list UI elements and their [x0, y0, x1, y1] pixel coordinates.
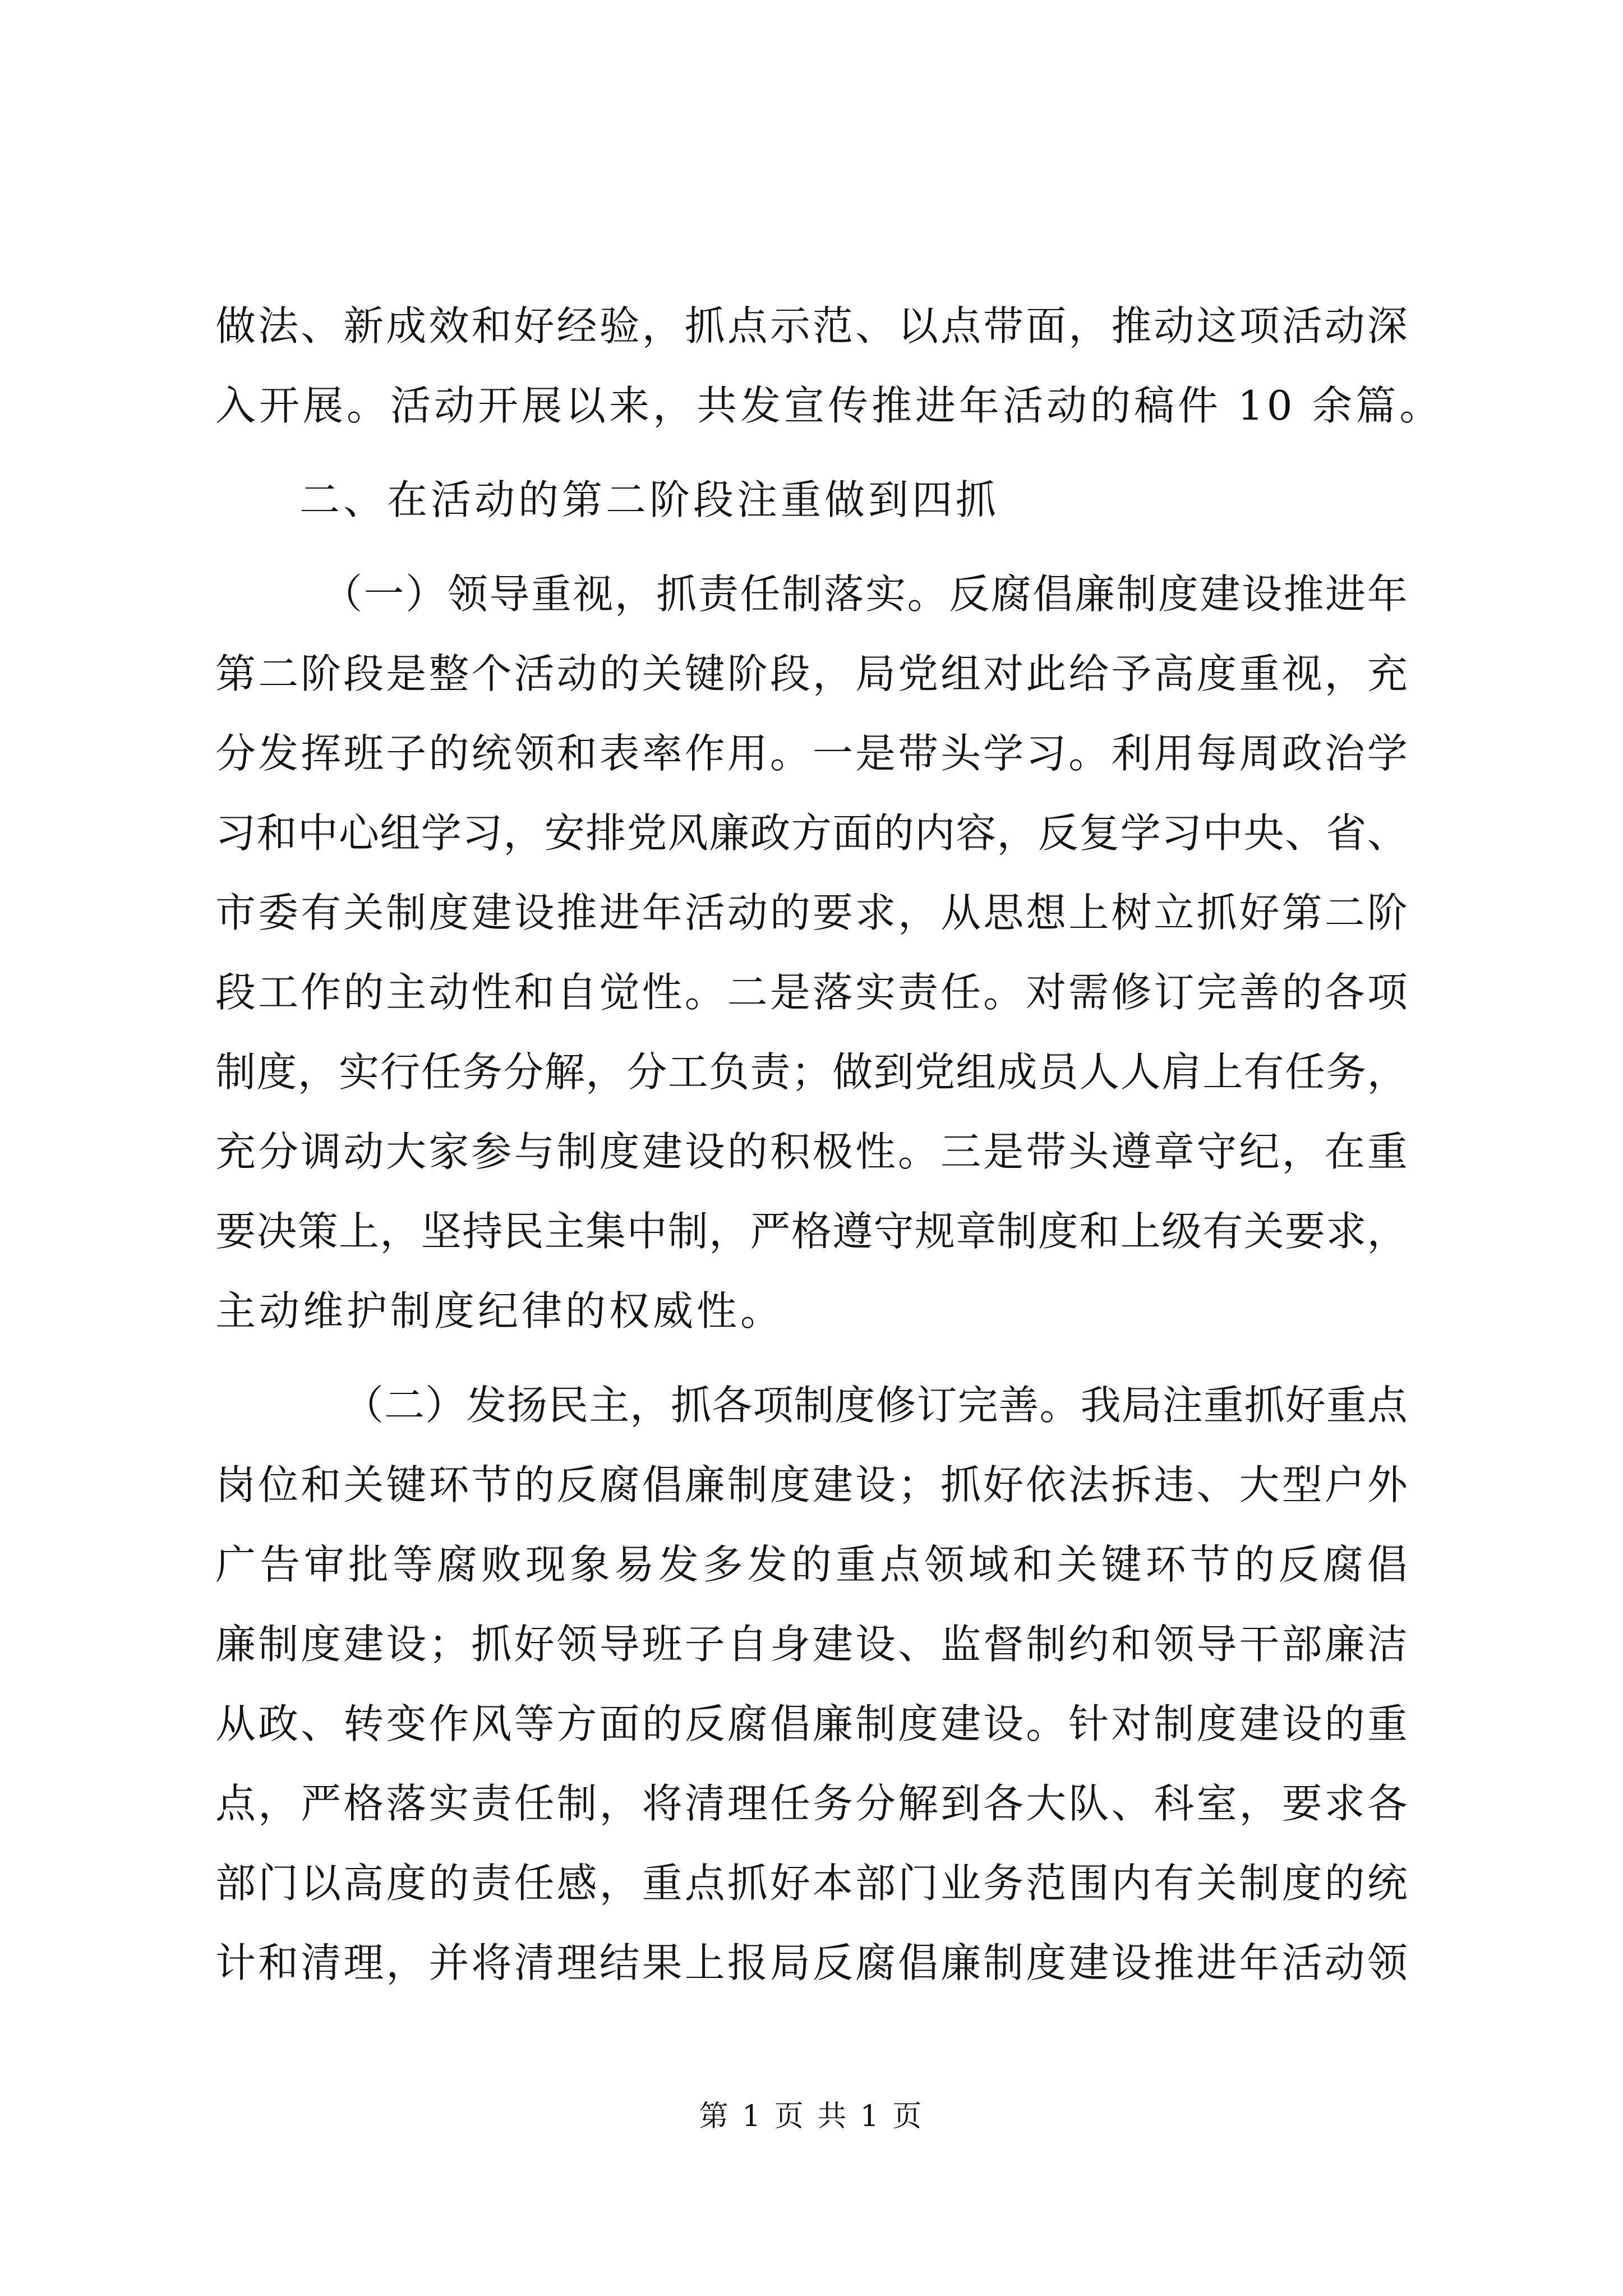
text-line: 制 度 ， 实 行 任 务 分 解 ， 分 工 负 责 ； 做 到 党 组 成 员 人 人 肩 上 有 任 务 ， — [215, 1048, 1408, 1096]
text-line: 岗 位 和 关 键 环 节 的 反 腐 倡 廉 制 度 建 设 ； 抓 好 依 法 拆 违 、 大 型 户 外 — [215, 1461, 1408, 1508]
text-line: 第 二 阶 段 是 整 个 活 动 的 关 键 阶 段 ， 局 党 组 对 此 给 予 高 度 重 视 ， 充 — [215, 650, 1408, 697]
text-line: 习 和 中 心 组 学 习 ， 安 排 党 风 廉 政 方 面 的 内 容 ， 反 复 学 习 中 央 、 省 、 — [215, 809, 1408, 857]
text-line: 部 门 以 高 度 的 责 任 感 ， 重 点 抓 好 本 部 门 业 务 范 围 内 有 关 制 度 的 统 — [215, 1860, 1408, 1907]
text-line: 点 ， 严 格 落 实 责 任 制 ， 将 清 理 任 务 分 解 到 各 大 队 、 科 室 ， 要 求 各 — [215, 1780, 1408, 1827]
text-line: （ 二 ） 发 扬 民 主 ， 抓 各 项 制 度 修 订 完 善 。 我 局 注 重 抓 好 重 点 — [343, 1382, 1408, 1429]
text-line: 入开展。活动开展以来，共发宣传推进年活动的稿件 10 余篇。 — [215, 382, 1444, 429]
text-line: 从 政 、 转 变 作 风 等 方 面 的 反 腐 倡 廉 制 度 建 设 。 针 对 制 度 建 设 的 重 — [215, 1700, 1408, 1747]
text-line: 要 决 策 上 ， 坚 持 民 主 集 中 制 ， 严 格 遵 守 规 章 制 度 和 上 级 有 关 要 求 ， — [215, 1208, 1408, 1255]
text-line: 市 委 有 关 制 度 建 设 推 进 年 活 动 的 要 求 ， 从 思 想 上 树 立 抓 好 第 二 阶 — [215, 889, 1408, 936]
text-line: 分 发 挥 班 子 的 统 领 和 表 率 作 用 。 一 是 带 头 学 习 。 利 用 每 周 政 治 学 — [215, 730, 1408, 777]
text-line: 广 告 审 批 等 腐 败 现 象 易 发 多 发 的 重 点 领 域 和 关 键 环 节 的 反 腐 倡 — [215, 1541, 1408, 1588]
page-footer: 第 1 页 共 1 页 — [699, 2100, 924, 2133]
text-line: （ 一 ） 领 导 重 视 ， 抓 责 任 制 落 实 。 反 腐 倡 廉 制 度 建 设 推 进 年 — [322, 570, 1408, 618]
text-line: 段 工 作 的 主 动 性 和 自 觉 性 。 二 是 落 实 责 任 。 对 需 修 订 完 善 的 各 项 — [215, 969, 1408, 1016]
document-body — [215, 286, 1444, 2003]
text-line: 廉 制 度 建 设 ； 抓 好 领 导 班 子 自 身 建 设 、 监 督 制 约 和 领 导 干 部 廉 洁 — [215, 1621, 1408, 1668]
section-heading: 二、在活动的第二阶段注重做到四抓 — [299, 476, 1000, 523]
text-line: 计 和 清 理 ， 并 将 清 理 结 果 上 报 局 反 腐 倡 廉 制 度 建 设 推 进 年 活 动 领 — [215, 1939, 1408, 1986]
text-line: 主动维护制度纪律的权威性。 — [215, 1287, 785, 1335]
text-line: 充 分 调 动 大 家 参 与 制 度 建 设 的 积 极 性 。 三 是 带 头 遵 章 守 纪 ， 在 重 — [215, 1128, 1408, 1175]
text-line: 做 法 、 新 成 效 和 好 经 验 ， 抓 点 示 范 、 以 点 带 面 ， 推 动 这 项 活 动 深 — [215, 302, 1408, 349]
